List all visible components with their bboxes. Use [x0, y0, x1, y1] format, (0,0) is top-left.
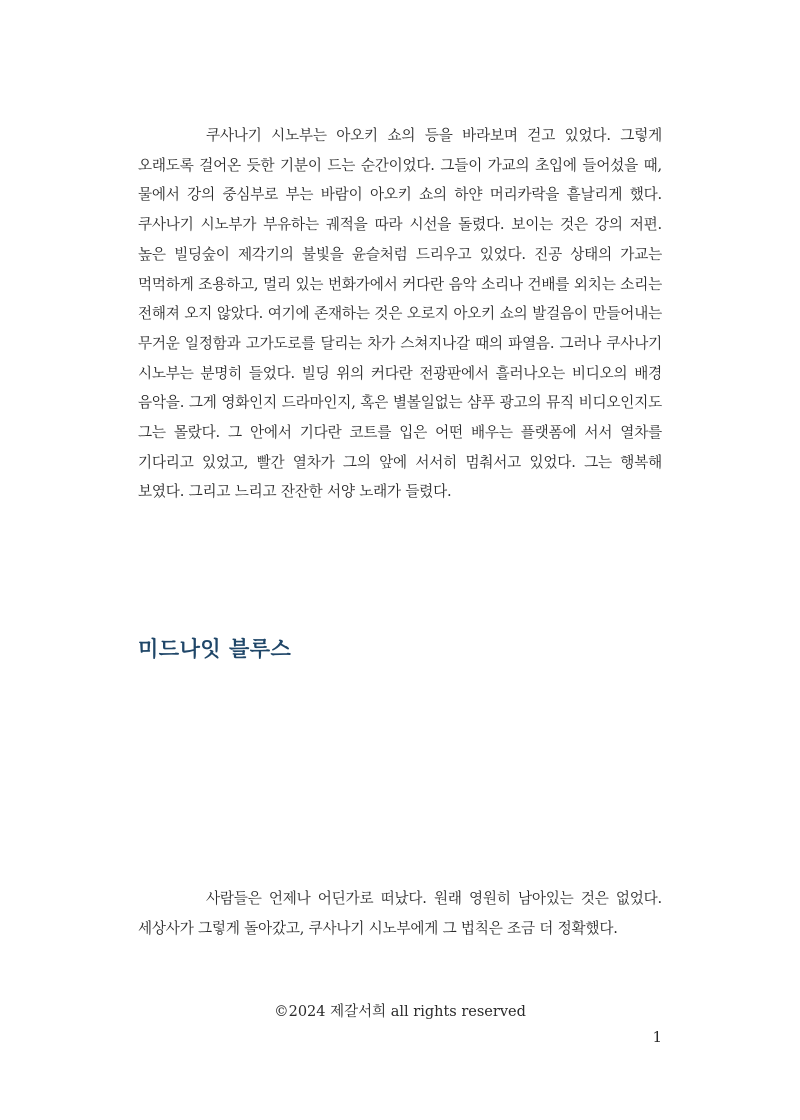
- copyright-notice: ©2024 제갈서희 all rights reserved: [274, 1004, 526, 1020]
- page-number: 1: [652, 1028, 662, 1046]
- section-heading: 미드나잇 블루스: [138, 637, 292, 661]
- body-paragraph-2: 사람들은 언제나 어딘가로 떠났다. 원래 영원히 남아있는 것은 없었다. 세상사가 그렇게 돌아갔고, 쿠사나기 시노부에게 그 법칙은 조금 더 정확했다.: [138, 890, 662, 937]
- body-paragraph-1: 쿠사나기 시노부는 아오키 쇼의 등을 바라보며 걷고 있었다. 그렇게 오래도록 걸어온 듯한 기분이 드는 순간이었다. 그들이 가교의 초입에 들어섰을 때, 물에서 강의 중심부로 부는 바람이 아오키 쇼의 하얀 머리카락을 흩날리게 했다. 쿠사나기 시노부가 부유하는 궤적을 따라 시선을 돌렸다. 보이는 것은 강의 저편. 높은 빌딩숲이 제각기의 불빛을 윤슬처럼 드리우고 있었다. 진공 상태의 가교는 먹먹하게 조용하고, 멀리 있는 번화가에서 커다란 음악 소리나 건배를 외치는 소리는 전해져 오지 않았다. 여기에 존재하는 것은 오로지 아오키 쇼의 발걸음이 만들어내는 무거운 일정함과 고가도로를 달리는 차가 스쳐지나갈 때의 파열음. 그러나 쿠사나기 시노부는 분명히 들었다. 빌딩 위의 커다란 전광판에서 흘러나오는 비디오의 배경 음악을. 그게 영화인지 드라마인지, 혹은 별볼일없는 샴푸 광고의 뮤직 비디오인지도 그는 몰랐다. 그 안에서 기다란 코트를 입은 어떤 배우는 플랫폼에 서서 열차를 기다리고 있었고, 빨간 열차가 그의 앞에 서서히 멈춰서고 있었다. 그는 행복해 보였다. 그리고 느리고 잔잔한 서양 노래가 들렸다.: [138, 127, 662, 501]
